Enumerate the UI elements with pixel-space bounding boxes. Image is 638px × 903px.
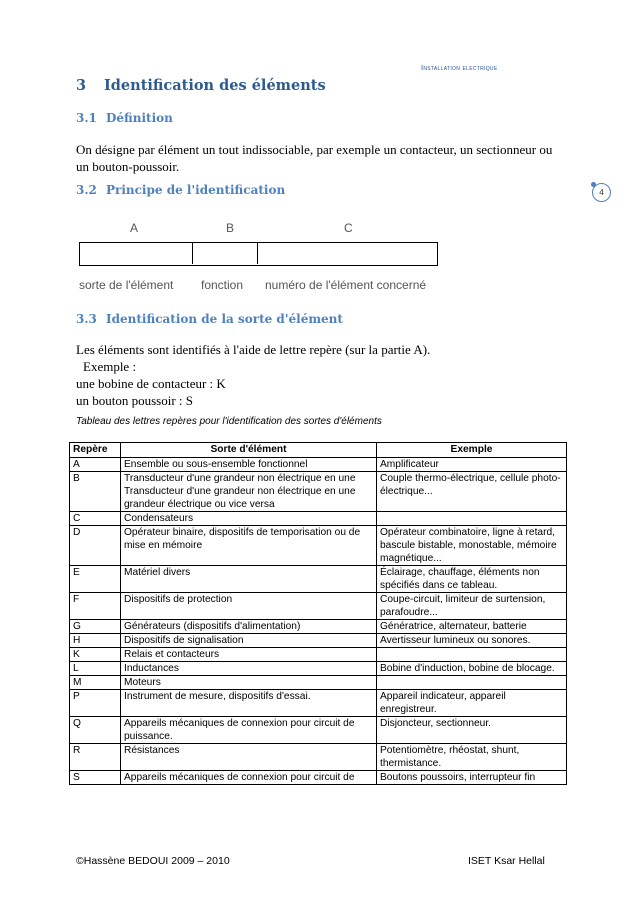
cell-exemple: Potentiomètre, rhéostat, shunt, thermistance. (377, 744, 567, 771)
running-header: Installation electrique (421, 63, 498, 72)
diagram-box (79, 242, 438, 266)
section-number: 3.2 (76, 183, 97, 197)
cell-sorte: Inductances (121, 662, 377, 676)
badge-dot-icon (591, 182, 596, 187)
cell-sorte: Appareils mécaniques de connexion pour circuit de puissance. (121, 717, 377, 744)
cell-sorte: Résistances (121, 744, 377, 771)
column-header: Exemple (377, 443, 567, 458)
reference-letters-table (69, 442, 567, 785)
cell-sorte: Ensemble ou sous-ensemble fonctionnel (121, 458, 377, 472)
table-row (70, 512, 567, 526)
cell-repere: S (70, 771, 121, 785)
column-header: Sorte d'élément (121, 443, 377, 458)
cell-exemple (377, 512, 567, 526)
cell-sorte: Générateurs (dispositifs d'alimentation) (121, 620, 377, 634)
cell-exemple: Couple thermo-électrique, cellule photo-électrique... (377, 472, 567, 512)
cell-repere: K (70, 648, 121, 662)
footer-copyright: ©Hassène BEDOUI 2009 – 2010 (76, 855, 230, 867)
page-number-badge (592, 183, 611, 202)
section-title: Identification des éléments (104, 77, 326, 94)
cell-sorte: Transducteur d'une grandeur non électrique en une Transducteur d'une grandeur non électrique en une grandeur électrique ou vice versa (121, 472, 377, 512)
section-number: 3.3 (76, 312, 97, 326)
table-row (70, 593, 567, 620)
cell-repere: Q (70, 717, 121, 744)
diagram-label-number: numéro de l'élément concerné (265, 278, 427, 292)
cell-exemple (377, 648, 567, 662)
table-row (70, 648, 567, 662)
cell-sorte: Matériel divers (121, 566, 377, 593)
page-number: 4 (599, 188, 604, 197)
diagram-letter-b: B (226, 221, 235, 235)
cell-exemple: Opérateur combinatoire, ligne à retard, bascule bistable, monostable, mémoire magnétique... (377, 526, 567, 566)
table-row (70, 472, 567, 512)
cell-repere: P (70, 690, 121, 717)
footer-institution: ISET Ksar Hellal (468, 855, 545, 867)
paragraph-line: On désigne par élément un tout indissociable, par exemple un contacteur, un sectionneur ou (76, 142, 553, 157)
cell-repere: M (70, 676, 121, 690)
cell-exemple: Éclairage, chauffage, éléments non spécifiés dans ce tableau. (377, 566, 567, 593)
table-row (70, 634, 567, 648)
cell-sorte: Dispositifs de signalisation (121, 634, 377, 648)
cell-exemple: Disjoncteur, sectionneur. (377, 717, 567, 744)
paragraph-line: un bouton-poussoir. (76, 159, 180, 174)
section-3-2-heading (76, 183, 285, 197)
cell-exemple: Amplificateur (377, 458, 567, 472)
cell-exemple: Génératrice, alternateur, batterie (377, 620, 567, 634)
definition-paragraph (76, 141, 552, 175)
diagram-label-kind: sorte de l'élément (79, 278, 174, 292)
table-header-row (70, 443, 567, 458)
cell-repere: C (70, 512, 121, 526)
table-row (70, 690, 567, 717)
cell-repere: E (70, 566, 121, 593)
cell-repere: A (70, 458, 121, 472)
paragraph-line: Exemple : (83, 359, 137, 374)
table-row (70, 717, 567, 744)
cell-repere: D (70, 526, 121, 566)
identification-paragraph (76, 341, 430, 409)
cell-repere: H (70, 634, 121, 648)
paragraph-line: Les éléments sont identifiés à l'aide de lettre repère (sur la partie A). (76, 342, 431, 357)
section-number: 3.1 (76, 111, 97, 125)
cell-repere: R (70, 744, 121, 771)
cell-sorte: Opérateur binaire, dispositifs de temporisation ou de mise en mémoire (121, 526, 377, 566)
table-row (70, 458, 567, 472)
cell-repere: B (70, 472, 121, 512)
cell-exemple: Bobine d'induction, bobine de blocage. (377, 662, 567, 676)
section-3-3-heading (76, 312, 343, 326)
diagram-divider (257, 242, 258, 264)
table-row (70, 566, 567, 593)
cell-sorte: Appareils mécaniques de connexion pour circuit de (121, 771, 377, 785)
diagram-letter-a: A (130, 221, 139, 235)
cell-exemple: Avertisseur lumineux ou sonores. (377, 634, 567, 648)
section-title: Principe de l'identification (106, 183, 286, 197)
section-number: 3 (76, 77, 87, 94)
table-row (70, 676, 567, 690)
diagram-letter-c: C (344, 221, 353, 235)
diagram-label-function: fonction (201, 278, 244, 292)
section-3-heading (76, 77, 326, 94)
section-title: Définition (106, 111, 173, 125)
cell-repere: L (70, 662, 121, 676)
table-row (70, 771, 567, 785)
table-caption: Tableau des lettres repères pour l'identification des sortes d'éléments (76, 416, 382, 427)
paragraph-line: un bouton poussoir : S (76, 393, 194, 408)
cell-sorte: Moteurs (121, 676, 377, 690)
cell-exemple: Appareil indicateur, appareil enregistreur. (377, 690, 567, 717)
cell-repere: F (70, 593, 121, 620)
table-row (70, 620, 567, 634)
cell-exemple (377, 676, 567, 690)
cell-sorte: Instrument de mesure, dispositifs d'essai. (121, 690, 377, 717)
section-3-1-heading (76, 111, 173, 125)
cell-sorte: Condensateurs (121, 512, 377, 526)
table-row (70, 526, 567, 566)
cell-sorte: Dispositifs de protection (121, 593, 377, 620)
cell-exemple: Coupe-circuit, limiteur de surtension, parafoudre... (377, 593, 567, 620)
table-row (70, 662, 567, 676)
diagram-divider (192, 242, 193, 264)
column-header: Repère (70, 443, 121, 458)
cell-repere: G (70, 620, 121, 634)
cell-exemple: Boutons poussoirs, interrupteur fin (377, 771, 567, 785)
section-title: Identification de la sorte d'élément (106, 312, 343, 326)
cell-sorte: Relais et contacteurs (121, 648, 377, 662)
table-row (70, 744, 567, 771)
paragraph-line: une bobine de contacteur : K (76, 376, 226, 391)
